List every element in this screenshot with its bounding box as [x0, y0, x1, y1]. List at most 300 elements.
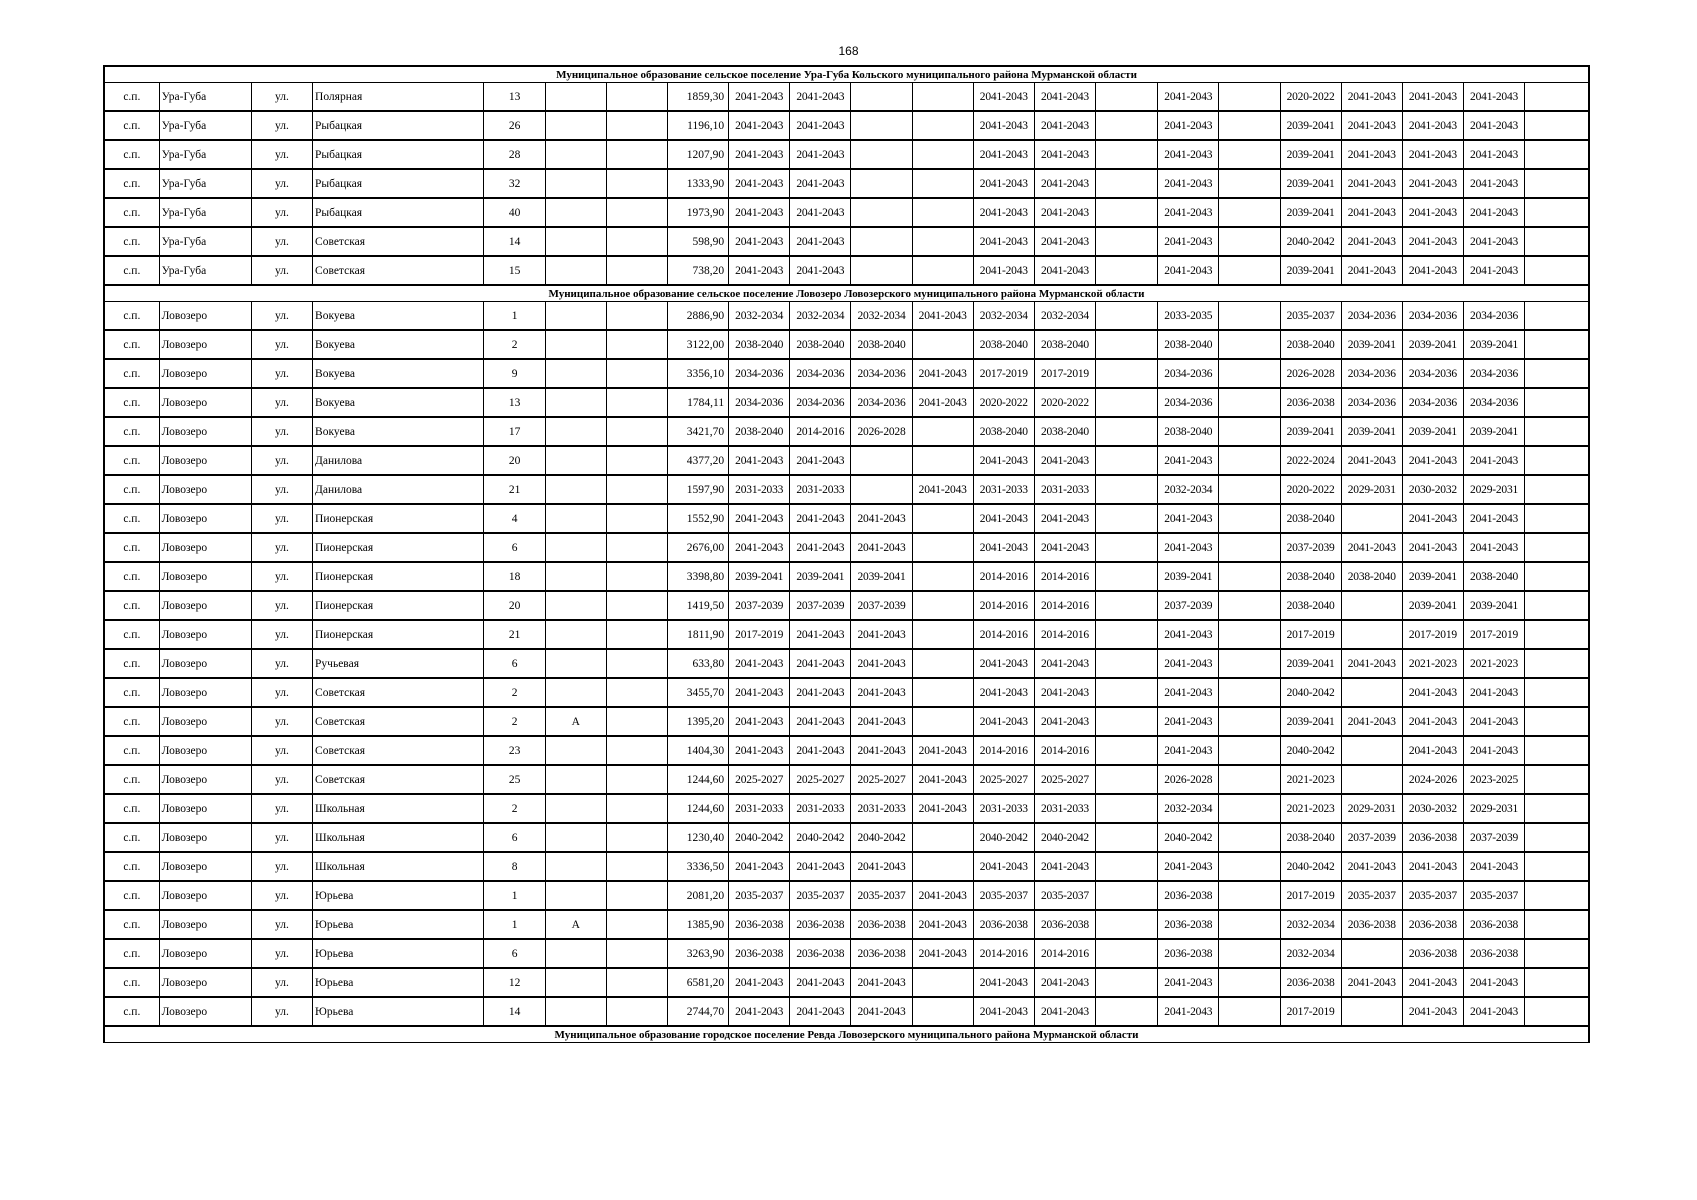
cell-settlement-type: с.п. [104, 330, 159, 359]
cell-gas-repair [912, 504, 973, 533]
cell-electric-repair: 2041-2043 [1158, 997, 1219, 1026]
cell-insulation-repair: 2041-2043 [1463, 256, 1524, 285]
cell-gas-repair [912, 678, 973, 707]
cell-foundation-repair: 2041-2043 [1402, 198, 1463, 227]
cell-roof-repair: 2017-2019 [729, 620, 790, 649]
cell-insulation-repair: 2039-2041 [1463, 591, 1524, 620]
cell-electric-repair: 2034-2036 [1158, 388, 1219, 417]
cell-sewer-repair: 2041-2043 [1034, 707, 1095, 736]
cell-electric-repair: 2041-2043 [1158, 852, 1219, 881]
cell-foundation-repair: 2034-2036 [1402, 359, 1463, 388]
cell-total-area: 1404,30 [667, 736, 728, 765]
cell-electric-repair: 2033-2035 [1158, 302, 1219, 331]
cell-house-building [606, 417, 667, 446]
cell-roof-repair: 2039-2041 [729, 562, 790, 591]
cell-gas-repair [912, 707, 973, 736]
cell-house-letter [545, 562, 606, 591]
cell-utility-repair: 2025-2027 [790, 765, 851, 794]
cell-extra [1525, 852, 1589, 881]
cell-street-type: ул. [251, 707, 312, 736]
cell-foundation-repair: 2041-2043 [1402, 707, 1463, 736]
cell-facade-repair: 2041-2043 [1341, 169, 1402, 198]
cell-foundation-repair: 2041-2043 [1402, 446, 1463, 475]
cell-lift-shaft-repair [1219, 302, 1280, 331]
cell-street-type: ул. [251, 359, 312, 388]
cell-settlement-type: с.п. [104, 591, 159, 620]
cell-elevator-repair [1096, 533, 1158, 562]
cell-roof-repair: 2041-2043 [729, 707, 790, 736]
cell-electric-repair: 2041-2043 [1158, 504, 1219, 533]
section-title: Муниципальное образование сельское поселение Ура-Губа Кольского муниципального района Мурманской области [104, 66, 1589, 83]
cell-foundation-repair: 2039-2041 [1402, 562, 1463, 591]
cell-house-building [606, 794, 667, 823]
cell-heating-repair: 2039-2041 [851, 562, 912, 591]
table-row [104, 198, 1589, 227]
cell-heating-repair: 2026-2028 [851, 417, 912, 446]
cell-electric-repair: 2039-2041 [1158, 562, 1219, 591]
cell-street-type: ул. [251, 83, 312, 112]
cell-utility-repair: 2041-2043 [790, 198, 851, 227]
cell-street-name: Юрьева [313, 881, 484, 910]
cell-foundation-repair: 2041-2043 [1402, 678, 1463, 707]
table-row [104, 330, 1589, 359]
cell-street-name: Советская [313, 736, 484, 765]
cell-total-area: 2676,00 [667, 533, 728, 562]
cell-street-type: ул. [251, 417, 312, 446]
cell-insulation-repair: 2041-2043 [1463, 446, 1524, 475]
table-row [104, 417, 1589, 446]
cell-sewer-repair: 2041-2043 [1034, 256, 1095, 285]
cell-utility-repair: 2041-2043 [790, 736, 851, 765]
cell-water-repair: 2041-2043 [973, 707, 1034, 736]
cell-facade-repair: 2041-2043 [1341, 707, 1402, 736]
cell-water-repair: 2041-2043 [973, 968, 1034, 997]
table-row [104, 83, 1589, 112]
cell-elevator-repair [1096, 852, 1158, 881]
cell-sewer-repair: 2014-2016 [1034, 939, 1095, 968]
cell-electric-repair: 2041-2043 [1158, 198, 1219, 227]
cell-lift-shaft-repair [1219, 881, 1280, 910]
cell-settlement-name: Ловозеро [159, 881, 251, 910]
page-number: 168 [838, 44, 859, 58]
cell-insulation-repair: 2036-2038 [1463, 910, 1524, 939]
cell-heating-repair: 2034-2036 [851, 359, 912, 388]
cell-sewer-repair: 2041-2043 [1034, 997, 1095, 1026]
cell-house-building [606, 881, 667, 910]
cell-total-area: 738,20 [667, 256, 728, 285]
table-row [104, 939, 1589, 968]
cell-house-letter [545, 591, 606, 620]
cell-house-building [606, 359, 667, 388]
cell-sewer-repair: 2014-2016 [1034, 620, 1095, 649]
cell-house-letter [545, 446, 606, 475]
cell-house-building [606, 504, 667, 533]
cell-lift-shaft-repair [1219, 140, 1280, 169]
cell-extra [1525, 169, 1589, 198]
cell-house-building [606, 256, 667, 285]
cell-water-repair: 2014-2016 [973, 939, 1034, 968]
cell-sewer-repair: 2041-2043 [1034, 968, 1095, 997]
cell-sewer-repair: 2041-2043 [1034, 227, 1095, 256]
table-row [104, 881, 1589, 910]
cell-elevator-repair [1096, 504, 1158, 533]
cell-utility-repair: 2032-2034 [790, 302, 851, 331]
cell-water-repair: 2035-2037 [973, 881, 1034, 910]
cell-sewer-repair: 2041-2043 [1034, 678, 1095, 707]
cell-house-building [606, 678, 667, 707]
cell-extra [1525, 111, 1589, 140]
cell-elevator-repair [1096, 330, 1158, 359]
cell-lift-shaft-repair [1219, 533, 1280, 562]
cell-insulation-repair: 2023-2025 [1463, 765, 1524, 794]
cell-insulation-repair: 2041-2043 [1463, 968, 1524, 997]
cell-water-repair: 2017-2019 [973, 359, 1034, 388]
cell-sewer-repair: 2031-2033 [1034, 794, 1095, 823]
cell-facade-repair: 2041-2043 [1341, 649, 1402, 678]
cell-insulation-repair: 2041-2043 [1463, 533, 1524, 562]
cell-foundation-repair: 2024-2026 [1402, 765, 1463, 794]
cell-lift-shaft-repair [1219, 359, 1280, 388]
table-row [104, 475, 1589, 504]
cell-settlement-name: Ловозеро [159, 330, 251, 359]
cell-electric-repair: 2041-2043 [1158, 446, 1219, 475]
cell-foundation-repair: 2039-2041 [1402, 330, 1463, 359]
cell-utility-repair: 2036-2038 [790, 910, 851, 939]
cell-facade-repair [1341, 736, 1402, 765]
cell-utility-repair: 2037-2039 [790, 591, 851, 620]
cell-utility-repair: 2041-2043 [790, 852, 851, 881]
cell-house-building [606, 910, 667, 939]
cell-sewer-repair: 2038-2040 [1034, 330, 1095, 359]
cell-water-repair: 2041-2043 [973, 83, 1034, 112]
cell-utility-repair: 2014-2016 [790, 417, 851, 446]
cell-extra [1525, 330, 1589, 359]
cell-facade-repair: 2041-2043 [1341, 198, 1402, 227]
cell-heating-repair [851, 169, 912, 198]
cell-heating-repair: 2041-2043 [851, 997, 912, 1026]
cell-gas-repair [912, 198, 973, 227]
cell-settlement-name: Ловозеро [159, 736, 251, 765]
cell-basement-repair: 2038-2040 [1280, 330, 1341, 359]
cell-street-name: Рыбацкая [313, 169, 484, 198]
cell-roof-repair: 2041-2043 [729, 678, 790, 707]
cell-house-building [606, 968, 667, 997]
cell-elevator-repair [1096, 591, 1158, 620]
cell-roof-repair: 2025-2027 [729, 765, 790, 794]
cell-extra [1525, 533, 1589, 562]
cell-house-building [606, 620, 667, 649]
cell-heating-repair: 2038-2040 [851, 330, 912, 359]
cell-house-letter [545, 169, 606, 198]
cell-settlement-type: с.п. [104, 562, 159, 591]
cell-heating-repair: 2041-2043 [851, 620, 912, 649]
cell-elevator-repair [1096, 620, 1158, 649]
cell-street-name: Пионерская [313, 533, 484, 562]
cell-settlement-name: Ура-Губа [159, 227, 251, 256]
cell-heating-repair: 2031-2033 [851, 794, 912, 823]
cell-settlement-type: с.п. [104, 417, 159, 446]
cell-foundation-repair: 2041-2043 [1402, 504, 1463, 533]
cell-elevator-repair [1096, 765, 1158, 794]
table-row [104, 504, 1589, 533]
cell-utility-repair: 2041-2043 [790, 707, 851, 736]
cell-foundation-repair: 2041-2043 [1402, 736, 1463, 765]
cell-house-number: 1 [484, 910, 545, 939]
cell-settlement-name: Ура-Губа [159, 256, 251, 285]
cell-house-letter [545, 765, 606, 794]
cell-house-number: 2 [484, 330, 545, 359]
cell-house-building [606, 823, 667, 852]
cell-elevator-repair [1096, 302, 1158, 331]
cell-elevator-repair [1096, 968, 1158, 997]
cell-electric-repair: 2041-2043 [1158, 968, 1219, 997]
cell-elevator-repair [1096, 169, 1158, 198]
cell-house-letter [545, 330, 606, 359]
cell-foundation-repair: 2041-2043 [1402, 83, 1463, 112]
cell-roof-repair: 2041-2043 [729, 446, 790, 475]
cell-extra [1525, 939, 1589, 968]
cell-house-number: 6 [484, 939, 545, 968]
cell-settlement-type: с.п. [104, 823, 159, 852]
cell-house-building [606, 533, 667, 562]
cell-utility-repair: 2041-2043 [790, 227, 851, 256]
cell-utility-repair: 2031-2033 [790, 794, 851, 823]
cell-basement-repair: 2032-2034 [1280, 910, 1341, 939]
section-title: Муниципальное образование сельское поселение Ловозеро Ловозерского муниципального района Мурманской области [104, 285, 1589, 302]
cell-basement-repair: 2039-2041 [1280, 111, 1341, 140]
cell-facade-repair [1341, 620, 1402, 649]
cell-electric-repair: 2034-2036 [1158, 359, 1219, 388]
table-row [104, 707, 1589, 736]
cell-elevator-repair [1096, 707, 1158, 736]
cell-lift-shaft-repair [1219, 765, 1280, 794]
cell-foundation-repair: 2041-2043 [1402, 111, 1463, 140]
table-row [104, 533, 1589, 562]
cell-settlement-type: с.п. [104, 707, 159, 736]
cell-street-type: ул. [251, 475, 312, 504]
cell-house-building [606, 475, 667, 504]
cell-heating-repair: 2041-2043 [851, 678, 912, 707]
cell-extra [1525, 910, 1589, 939]
cell-house-letter [545, 111, 606, 140]
cell-house-building [606, 330, 667, 359]
cell-basement-repair: 2037-2039 [1280, 533, 1341, 562]
cell-electric-repair: 2041-2043 [1158, 256, 1219, 285]
cell-roof-repair: 2041-2043 [729, 169, 790, 198]
cell-facade-repair: 2041-2043 [1341, 227, 1402, 256]
cell-street-name: Вокуева [313, 388, 484, 417]
cell-gas-repair [912, 968, 973, 997]
cell-street-type: ул. [251, 302, 312, 331]
cell-lift-shaft-repair [1219, 475, 1280, 504]
cell-facade-repair: 2039-2041 [1341, 330, 1402, 359]
cell-lift-shaft-repair [1219, 591, 1280, 620]
cell-street-name: Полярная [313, 83, 484, 112]
cell-gas-repair [912, 649, 973, 678]
cell-house-building [606, 302, 667, 331]
cell-facade-repair: 2034-2036 [1341, 359, 1402, 388]
cell-gas-repair: 2041-2043 [912, 881, 973, 910]
cell-house-number: 13 [484, 83, 545, 112]
cell-water-repair: 2032-2034 [973, 302, 1034, 331]
cell-water-repair: 2041-2043 [973, 504, 1034, 533]
cell-insulation-repair: 2036-2038 [1463, 939, 1524, 968]
table-row [104, 910, 1589, 939]
cell-sewer-repair: 2041-2043 [1034, 169, 1095, 198]
cell-foundation-repair: 2041-2043 [1402, 227, 1463, 256]
cell-utility-repair: 2041-2043 [790, 446, 851, 475]
cell-basement-repair: 2039-2041 [1280, 707, 1341, 736]
cell-street-name: Советская [313, 765, 484, 794]
cell-street-name: Ручьевая [313, 649, 484, 678]
cell-gas-repair [912, 591, 973, 620]
cell-lift-shaft-repair [1219, 939, 1280, 968]
cell-basement-repair: 2039-2041 [1280, 417, 1341, 446]
cell-house-number: 6 [484, 533, 545, 562]
cell-electric-repair: 2032-2034 [1158, 794, 1219, 823]
cell-street-name: Школьная [313, 794, 484, 823]
cell-utility-repair: 2034-2036 [790, 388, 851, 417]
cell-gas-repair [912, 111, 973, 140]
cell-settlement-name: Ура-Губа [159, 169, 251, 198]
cell-sewer-repair: 2041-2043 [1034, 649, 1095, 678]
table-row [104, 227, 1589, 256]
cell-lift-shaft-repair [1219, 562, 1280, 591]
table-row [104, 997, 1589, 1026]
cell-house-letter [545, 504, 606, 533]
cell-gas-repair: 2041-2043 [912, 302, 973, 331]
cell-settlement-type: с.п. [104, 227, 159, 256]
cell-house-letter [545, 388, 606, 417]
cell-gas-repair: 2041-2043 [912, 939, 973, 968]
cell-lift-shaft-repair [1219, 968, 1280, 997]
cell-extra [1525, 736, 1589, 765]
cell-gas-repair [912, 997, 973, 1026]
cell-street-type: ул. [251, 446, 312, 475]
cell-sewer-repair: 2041-2043 [1034, 198, 1095, 227]
cell-roof-repair: 2038-2040 [729, 417, 790, 446]
cell-house-building [606, 446, 667, 475]
cell-house-building [606, 83, 667, 112]
cell-foundation-repair: 2041-2043 [1402, 968, 1463, 997]
cell-roof-repair: 2041-2043 [729, 736, 790, 765]
cell-sewer-repair: 2017-2019 [1034, 359, 1095, 388]
cell-insulation-repair: 2039-2041 [1463, 330, 1524, 359]
cell-water-repair: 2014-2016 [973, 736, 1034, 765]
cell-heating-repair [851, 83, 912, 112]
cell-gas-repair [912, 227, 973, 256]
cell-house-letter [545, 359, 606, 388]
cell-elevator-repair [1096, 823, 1158, 852]
cell-electric-repair: 2041-2043 [1158, 140, 1219, 169]
cell-house-building [606, 939, 667, 968]
cell-settlement-name: Ловозеро [159, 533, 251, 562]
cell-water-repair: 2041-2043 [973, 256, 1034, 285]
cell-settlement-type: с.п. [104, 359, 159, 388]
table-row [104, 823, 1589, 852]
cell-basement-repair: 2038-2040 [1280, 823, 1341, 852]
cell-electric-repair: 2032-2034 [1158, 475, 1219, 504]
cell-heating-repair: 2041-2043 [851, 968, 912, 997]
cell-house-letter [545, 881, 606, 910]
cell-electric-repair: 2040-2042 [1158, 823, 1219, 852]
cell-total-area: 2886,90 [667, 302, 728, 331]
cell-extra [1525, 302, 1589, 331]
table-row [104, 562, 1589, 591]
cell-heating-repair: 2035-2037 [851, 881, 912, 910]
section-header-row [104, 1026, 1589, 1043]
cell-electric-repair: 2041-2043 [1158, 227, 1219, 256]
cell-street-name: Школьная [313, 823, 484, 852]
cell-basement-repair: 2017-2019 [1280, 620, 1341, 649]
cell-total-area: 3398,80 [667, 562, 728, 591]
cell-facade-repair: 2039-2041 [1341, 417, 1402, 446]
cell-sewer-repair: 2020-2022 [1034, 388, 1095, 417]
cell-insulation-repair: 2041-2043 [1463, 169, 1524, 198]
cell-utility-repair: 2034-2036 [790, 359, 851, 388]
cell-street-name: Вокуева [313, 330, 484, 359]
cell-street-type: ул. [251, 910, 312, 939]
cell-house-letter [545, 852, 606, 881]
cell-sewer-repair: 2035-2037 [1034, 881, 1095, 910]
cell-house-number: 14 [484, 227, 545, 256]
cell-foundation-repair: 2041-2043 [1402, 256, 1463, 285]
cell-street-type: ул. [251, 198, 312, 227]
cell-house-number: 25 [484, 765, 545, 794]
cell-settlement-name: Ура-Губа [159, 111, 251, 140]
cell-gas-repair: 2041-2043 [912, 475, 973, 504]
cell-house-number: 26 [484, 111, 545, 140]
cell-settlement-type: с.п. [104, 881, 159, 910]
cell-street-name: Рыбацкая [313, 111, 484, 140]
cell-roof-repair: 2041-2043 [729, 649, 790, 678]
cell-street-name: Рыбацкая [313, 198, 484, 227]
cell-heating-repair: 2025-2027 [851, 765, 912, 794]
cell-electric-repair: 2026-2028 [1158, 765, 1219, 794]
cell-elevator-repair [1096, 997, 1158, 1026]
cell-lift-shaft-repair [1219, 111, 1280, 140]
cell-total-area: 1244,60 [667, 794, 728, 823]
cell-settlement-name: Ловозеро [159, 794, 251, 823]
cell-electric-repair: 2041-2043 [1158, 111, 1219, 140]
cell-lift-shaft-repair [1219, 794, 1280, 823]
cell-utility-repair: 2041-2043 [790, 997, 851, 1026]
cell-facade-repair [1341, 939, 1402, 968]
cell-basement-repair: 2035-2037 [1280, 302, 1341, 331]
cell-facade-repair [1341, 678, 1402, 707]
cell-insulation-repair: 2041-2043 [1463, 852, 1524, 881]
cell-sewer-repair: 2031-2033 [1034, 475, 1095, 504]
cell-basement-repair: 2036-2038 [1280, 968, 1341, 997]
cell-settlement-name: Ловозеро [159, 765, 251, 794]
cell-gas-repair: 2041-2043 [912, 765, 973, 794]
cell-roof-repair: 2038-2040 [729, 330, 790, 359]
cell-street-name: Советская [313, 227, 484, 256]
cell-total-area: 1552,90 [667, 504, 728, 533]
cell-insulation-repair: 2041-2043 [1463, 678, 1524, 707]
cell-settlement-type: с.п. [104, 198, 159, 227]
cell-extra [1525, 794, 1589, 823]
cell-gas-repair [912, 620, 973, 649]
cell-insulation-repair: 2041-2043 [1463, 997, 1524, 1026]
cell-house-letter [545, 794, 606, 823]
cell-settlement-name: Ловозеро [159, 302, 251, 331]
cell-insulation-repair: 2041-2043 [1463, 111, 1524, 140]
cell-street-name: Советская [313, 678, 484, 707]
cell-utility-repair: 2041-2043 [790, 169, 851, 198]
cell-settlement-type: с.п. [104, 504, 159, 533]
cell-extra [1525, 417, 1589, 446]
